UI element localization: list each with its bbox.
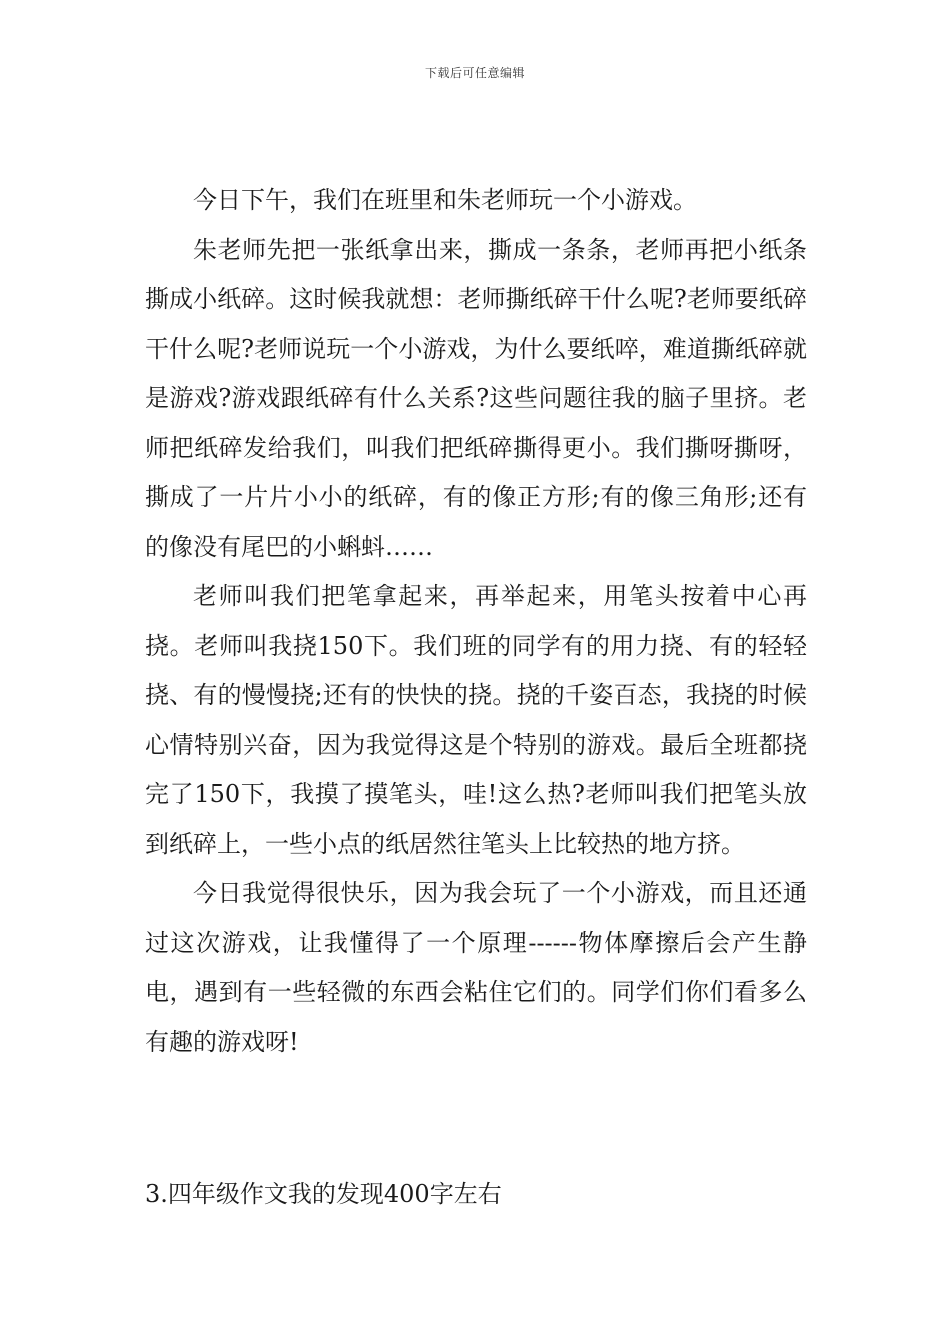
paragraph-4: 今日我觉得很快乐，因为我会玩了一个小游戏，而且还通过这次游戏，让我懂得了一个原理------物体摩擦后会产生静电，遇到有一些轻微的东西会粘住它们的。同学们你们看多么有趣的游戏呀! [145, 879, 807, 1056]
header-note: 下载后可任意编辑 [424, 66, 525, 80]
paragraph-2: 朱老师先把一张纸拿出来，撕成一条条，老师再把小纸条撕成小纸碎。这时候我就想：老师撕纸碎干什么呢?老师要纸碎干什么呢?老师说玩一个小游戏，为什么要纸啐，难道撕纸碎就是游戏?游戏跟纸碎有什么关系?这些问题往我的脑子里挤。老师把纸碎发给我们，叫我们把纸碎撕得更小。我们撕呀撕呀，撕成了一片片小小的纸碎，有的像正方形;有的像三角形;还有的像没有尾巴的小蝌蚪…… [145, 235, 807, 561]
paragraph-1: 今日下午，我们在班里和朱老师玩一个小游戏。 [193, 186, 697, 214]
section-heading: 3.四年级作文我的发现400字左右 [145, 1180, 502, 1208]
paragraph-3: 老师叫我们把笔拿起来，再举起来，用笔头按着中心再挠。老师叫我挠150下。我们班的同学有的用力挠、有的轻轻挠、有的慢慢挠;还有的快快的挠。挠的千姿百态，我挠的时候心情特别兴奋，因为我觉得这是个特别的游戏。最后全班都挠完了150下，我摸了摸笔头，哇!这么热?老师叫我们把笔头放到纸碎上，一些小点的纸居然往笔头上比较热的地方挤。 [145, 582, 807, 858]
essay-body [145, 176, 807, 1067]
